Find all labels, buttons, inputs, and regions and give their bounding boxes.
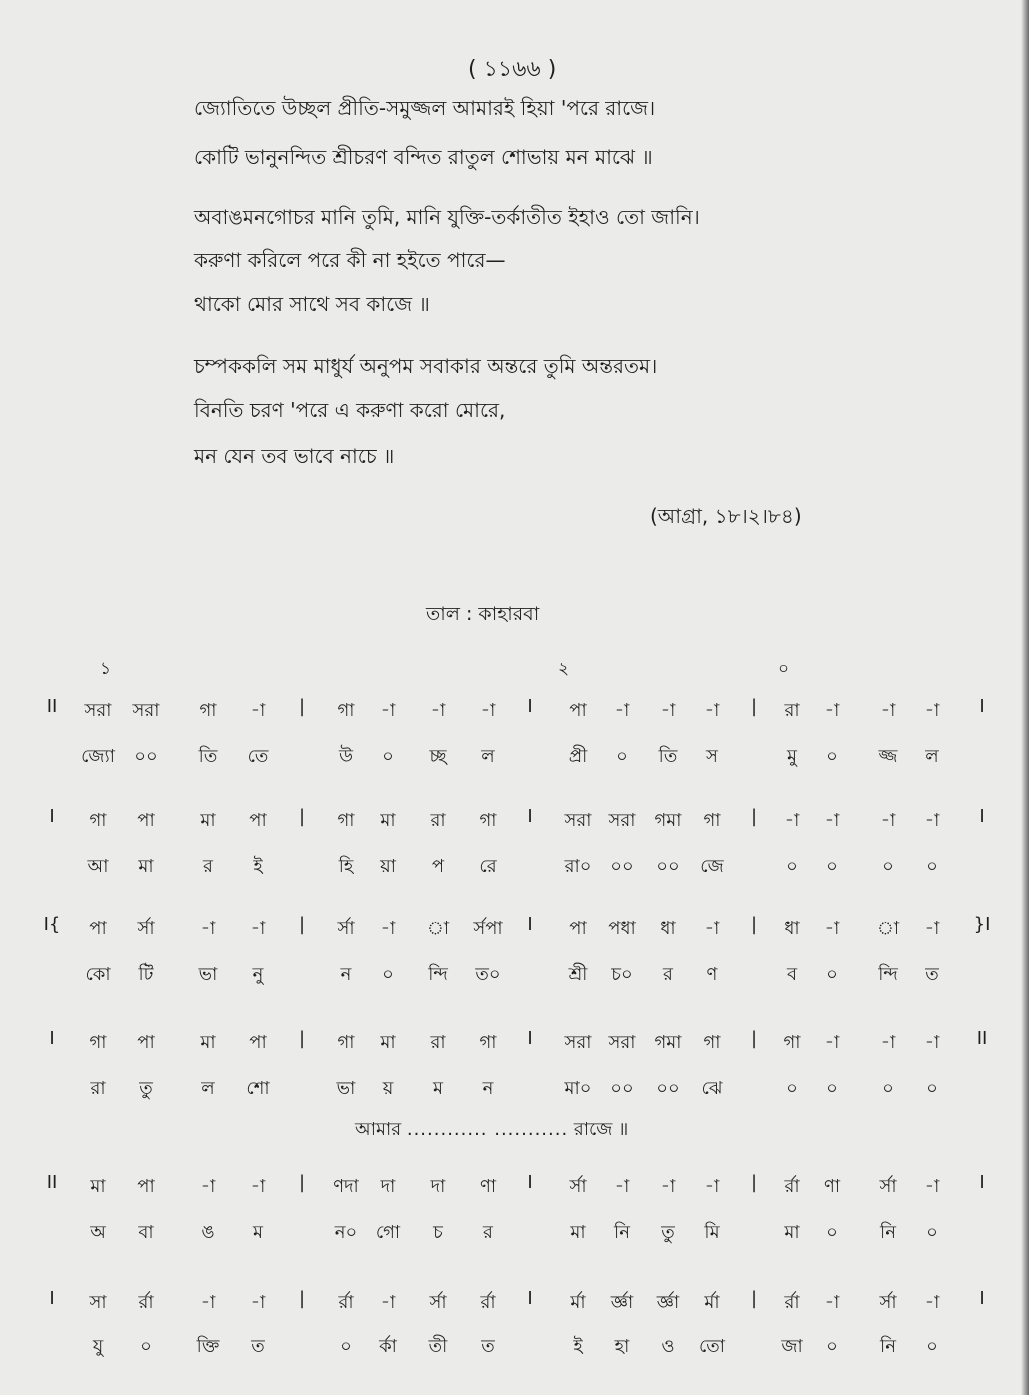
lyric-syllable: ০: [382, 746, 394, 767]
swara-note: পা: [569, 918, 587, 939]
lyric-syllable: ০: [340, 1336, 352, 1357]
swara-note: -া: [250, 1292, 266, 1313]
swara-note: ধা: [784, 918, 800, 939]
swara-note: মা: [380, 1032, 396, 1053]
lyric-line: চম্পককলি সম মাধুর্য অনুপম সবাকার অন্তরে তুমি অন্তরতম।: [194, 354, 658, 378]
lyric-syllable: ০০: [610, 856, 634, 877]
lyric-syllable: চ: [433, 1222, 443, 1243]
lyric-syllable: ০: [882, 856, 894, 877]
swara-note: -া: [704, 918, 720, 939]
swara-note: রা: [784, 700, 800, 721]
lyric-syllable: ন: [340, 964, 352, 985]
swara-note: -া: [924, 918, 940, 939]
lyric-syllable: ল: [481, 746, 495, 767]
lyric-syllable: মা০: [564, 1078, 592, 1099]
bar-line: I: [979, 1172, 985, 1193]
refrain-dots: ............ ...........: [406, 1119, 569, 1140]
lyric-syllable: ০: [826, 1222, 838, 1243]
bar-line: I: [979, 806, 985, 827]
lyric-syllable: ম: [253, 1222, 263, 1243]
lyric-syllable-row-3: [40, 954, 1000, 994]
swara-note: রা: [430, 1032, 446, 1053]
lyric-syllable: রা০: [564, 856, 592, 877]
lyric-syllable: ০: [786, 1078, 798, 1099]
swara-note: গা: [703, 1032, 721, 1053]
swara-note: সরা: [608, 810, 636, 831]
lyric-syllable: ল: [201, 1078, 215, 1099]
bar-line: I: [49, 806, 55, 827]
lyric-syllable: র: [483, 1222, 493, 1243]
lyric-syllable: ত: [481, 1336, 495, 1357]
lyric-syllable: ০: [926, 856, 938, 877]
swara-note: র্সা: [569, 1176, 587, 1197]
swara-note: গা: [89, 1032, 107, 1053]
bar-line: |: [750, 806, 758, 827]
bar-line: II: [46, 1172, 58, 1193]
swara-note: -া: [824, 810, 840, 831]
lyric-line: থাকো মোর সাথে সব কাজে ॥: [194, 292, 430, 316]
lyric-line: কোটি ভানুনন্দিত শ্রীচরণ বন্দিত রাতুল শোভায় মন মাঝে ॥: [194, 145, 653, 169]
lyric-syllable: চ্ছ: [429, 746, 447, 767]
lyric-syllable: নি: [880, 1222, 896, 1243]
swara-note: র্রা: [784, 1292, 800, 1313]
lyric-syllable: মা: [784, 1222, 800, 1243]
swara-note: র্রা: [784, 1176, 800, 1197]
bar-line: I: [527, 1288, 533, 1309]
lyric-line: করুণা করিলে পরে কী না হইতে পারে—: [194, 248, 506, 272]
bar-line: I: [527, 696, 533, 717]
bar-line: |: [750, 1172, 758, 1193]
swara-note: -া: [430, 700, 446, 721]
swara-note: -া: [924, 1292, 940, 1313]
lyric-syllable: শো: [246, 1078, 270, 1099]
lyric-syllable: ক্তি: [196, 1336, 220, 1357]
swara-note: া: [876, 918, 900, 939]
lyric-syllable: য়: [382, 1078, 394, 1099]
lyric-syllable: ভা: [336, 1078, 356, 1099]
swara-note: র্সপা: [473, 918, 503, 939]
lyric-syllable: স: [706, 746, 718, 767]
swaralipi-row-1: [40, 690, 1000, 730]
bar-line: |: [298, 696, 306, 717]
bar-line: I: [527, 914, 533, 935]
swara-note: পা: [137, 1176, 155, 1197]
swara-note: গমা: [654, 1032, 682, 1053]
lyric-syllable: ম: [433, 1078, 443, 1099]
swara-note: র্সা: [137, 918, 155, 939]
bar-line: I: [527, 1172, 533, 1193]
lyric-syllable: নু: [252, 964, 264, 985]
lyric-syllable-row-2: [40, 846, 1000, 886]
swara-note: -া: [380, 1292, 396, 1313]
lyric-syllable: রে: [479, 856, 497, 877]
lyric-syllable: ন: [482, 1078, 494, 1099]
swara-note: গা: [703, 810, 721, 831]
swaralipi-row-2: [40, 800, 1000, 840]
lyric-syllable: ০: [826, 856, 838, 877]
lyric-syllable: প: [431, 856, 445, 877]
swara-note: া: [426, 918, 450, 939]
swara-note: -া: [880, 1032, 896, 1053]
swara-note: -া: [924, 1032, 940, 1053]
beat-mark: ২: [558, 659, 570, 679]
swara-note: -া: [824, 1032, 840, 1053]
swara-note: র্জ্ঞা: [610, 1292, 634, 1313]
lyric-syllable: ও: [661, 1336, 675, 1357]
lyric-syllable: তি: [198, 746, 218, 767]
lyric-syllable: ০: [926, 1222, 938, 1243]
lyric-syllable: ০: [926, 1078, 938, 1099]
swara-note: -া: [824, 1292, 840, 1313]
lyric-syllable: ০০: [134, 746, 158, 767]
swara-note: গা: [337, 810, 355, 831]
swara-note: র্জ্ঞা: [656, 1292, 680, 1313]
lyric-syllable: কো: [85, 964, 111, 985]
lyric-syllable: ঝে: [701, 1078, 723, 1099]
lyric-syllable: ০০: [610, 1078, 634, 1099]
swara-note: সরা: [564, 1032, 592, 1053]
lyric-syllable: জে: [700, 856, 724, 877]
swara-note: গা: [337, 700, 355, 721]
lyric-syllable: ০: [382, 964, 394, 985]
lyric-syllable: ০: [826, 746, 838, 767]
lyric-syllable: ভা: [198, 964, 218, 985]
bar-line: II: [46, 696, 58, 717]
swara-note: ণদা: [333, 1176, 359, 1197]
lyric-syllable: উ: [338, 746, 354, 767]
swara-note: -া: [660, 700, 676, 721]
swara-note: -া: [880, 810, 896, 831]
lyric-syllable: ন০: [334, 1222, 358, 1243]
swara-note: মা: [200, 810, 216, 831]
swaralipi-row-3: [40, 908, 1000, 948]
lyric-syllable: নি: [614, 1222, 630, 1243]
swara-note: র্সা: [879, 1292, 897, 1313]
swara-note: র্রা: [338, 1292, 354, 1313]
swaralipi-row-5: [40, 1166, 1000, 1206]
lyric-line: অবাঙমনগোচর মানি তুমি, মানি যুক্তি-তর্কাতীত ইহাও তো জানি।: [194, 205, 700, 229]
lyric-syllable: তী: [428, 1336, 448, 1357]
swara-note: -া: [824, 918, 840, 939]
bar-line: |: [298, 1172, 306, 1193]
swara-note: ণা: [479, 1176, 497, 1197]
swara-note: -া: [200, 1176, 216, 1197]
swara-note: র্মা: [704, 1292, 720, 1313]
swaralipi-row-6: [40, 1282, 1000, 1322]
swara-note: পধা: [608, 918, 636, 939]
swara-note: পা: [89, 918, 107, 939]
swara-note: র্মা: [570, 1292, 586, 1313]
lyric-syllable: প্রী: [568, 746, 588, 767]
lyric-syllable: র: [203, 856, 213, 877]
lyric-syllable: জ্জ: [878, 746, 898, 767]
bar-line: |: [750, 1288, 758, 1309]
lyric-syllable: ত: [251, 1336, 265, 1357]
bar-line: II: [976, 1028, 988, 1049]
lyric-syllable: ০: [826, 964, 838, 985]
swara-note: গা: [479, 1032, 497, 1053]
lyric-syllable: ০০: [656, 1078, 680, 1099]
bar-line: |: [298, 806, 306, 827]
bar-line: |: [298, 914, 306, 935]
swara-note: -া: [250, 918, 266, 939]
bar-line: |: [750, 696, 758, 717]
lyric-syllable: মা: [570, 1222, 586, 1243]
lyric-syllable: ০: [926, 1336, 938, 1357]
lyric-syllable: গো: [375, 1222, 401, 1243]
swara-note: -া: [784, 810, 800, 831]
swara-note: -া: [924, 1176, 940, 1197]
swara-note: পা: [249, 810, 267, 831]
lyric-syllable: ন্দি: [878, 964, 898, 985]
swara-note: দা: [380, 1176, 396, 1197]
lyric-syllable: জা: [781, 1336, 803, 1357]
lyric-syllable: চ০: [611, 964, 633, 985]
swara-note: সরা: [84, 700, 112, 721]
lyric-syllable: তো: [698, 1336, 726, 1357]
swara-note: র্রা: [480, 1292, 496, 1313]
lyric-syllable: র: [663, 964, 673, 985]
swara-note: -া: [380, 918, 396, 939]
lyric-syllable: ণ: [706, 964, 718, 985]
lyric-syllable: ত০: [475, 964, 501, 985]
lyric-syllable: ০: [616, 746, 628, 767]
bar-line: I: [979, 1288, 985, 1309]
lyric-line: মন যেন তব ভাবে নাচে ॥: [194, 444, 395, 468]
swara-note: মা: [380, 810, 396, 831]
bar-line: I: [49, 1288, 55, 1309]
lyric-syllable: ত: [925, 964, 939, 985]
lyric-syllable-row-1: [40, 736, 1000, 776]
swara-note: -া: [924, 810, 940, 831]
lyric-syllable: নি: [880, 1336, 896, 1357]
swara-note: পা: [569, 700, 587, 721]
swaralipi-row-4: [40, 1022, 1000, 1062]
swara-note: সরা: [608, 1032, 636, 1053]
beat-mark: ০: [778, 659, 790, 679]
swara-note: -া: [824, 700, 840, 721]
lyric-syllable: আ: [87, 856, 109, 877]
swara-note: ধা: [660, 918, 676, 939]
bar-line: |: [298, 1028, 306, 1049]
lyric-line: বিনতি চরণ 'পরে এ করুণা করো মোরে,: [194, 398, 506, 422]
lyric-syllable: বা: [138, 1222, 154, 1243]
taal-label: তাল : কাহারবা: [426, 603, 540, 625]
swara-note: গা: [89, 810, 107, 831]
lyric-syllable-row-5: [40, 1212, 1000, 1252]
swara-note: পা: [137, 810, 155, 831]
swara-note: সরা: [132, 700, 160, 721]
bar-line: |: [750, 1028, 758, 1049]
refrain-marker: [355, 1115, 628, 1146]
swara-note: -া: [614, 1176, 630, 1197]
bar-line: I{: [43, 914, 61, 935]
swara-note: দা: [430, 1176, 446, 1197]
swara-note: মা: [200, 1032, 216, 1053]
lyric-syllable: টি: [138, 964, 154, 985]
lyric-syllable: শ্রী: [568, 964, 588, 985]
bar-line: |: [750, 914, 758, 935]
lyric-syllable: ০: [882, 1078, 894, 1099]
swara-note: পা: [249, 1032, 267, 1053]
bar-line: }I: [973, 914, 991, 935]
composition-place-date: (আগ্রা, ১৮।২।৮৪): [650, 504, 802, 528]
bar-line: I: [527, 1028, 533, 1049]
lyric-syllable: ০: [786, 856, 798, 877]
page-number: ( ১১৬৬ ): [468, 57, 557, 82]
lyric-syllable: যু: [92, 1336, 104, 1357]
lyric-syllable: অ: [90, 1222, 106, 1243]
swara-note: -া: [380, 700, 396, 721]
lyric-syllable-row-6: [40, 1326, 1000, 1366]
swara-note: -া: [704, 1176, 720, 1197]
lyric-syllable: য়া: [380, 856, 396, 877]
lyric-syllable: রা: [90, 1078, 106, 1099]
lyric-syllable: মু: [787, 746, 797, 767]
lyric-syllable: ই: [253, 856, 263, 877]
swara-note: গা: [479, 810, 497, 831]
swara-note: -া: [250, 1176, 266, 1197]
refrain-start: আমার: [355, 1119, 402, 1140]
swara-note: -া: [924, 700, 940, 721]
lyric-syllable: ০০: [656, 856, 680, 877]
lyric-syllable: ০: [826, 1078, 838, 1099]
swara-note: সা: [89, 1292, 107, 1313]
bar-line: I: [979, 696, 985, 717]
lyric-syllable: মি: [704, 1222, 720, 1243]
bar-line: I: [49, 1028, 55, 1049]
refrain-end: রাজে ॥: [573, 1119, 629, 1140]
lyric-syllable: ০: [140, 1336, 152, 1357]
lyric-syllable-row-4: [40, 1068, 1000, 1108]
swara-note: গমা: [654, 810, 682, 831]
lyric-syllable: ল: [925, 746, 939, 767]
swara-note: -া: [200, 1292, 216, 1313]
lyric-syllable: র্কা: [379, 1336, 397, 1357]
lyric-syllable: ন্দি: [428, 964, 448, 985]
lyric-line: জ্যোতিতে উচ্ছল প্রীতি-সমুজ্জল আমারই হিয়া 'পরে রাজে।: [194, 96, 656, 120]
lyric-syllable: মা: [138, 856, 154, 877]
lyric-syllable: তে: [247, 746, 269, 767]
swara-note: গা: [783, 1032, 801, 1053]
swara-note: -া: [880, 700, 896, 721]
beat-mark: ১: [100, 659, 112, 679]
swara-note: গা: [199, 700, 217, 721]
swara-note: র্সা: [429, 1292, 447, 1313]
swara-note: -া: [200, 918, 216, 939]
lyric-syllable: জ্যো: [81, 746, 115, 767]
lyric-syllable: হি: [338, 856, 354, 877]
bar-line: |: [298, 1288, 306, 1309]
lyric-syllable: তু: [139, 1078, 153, 1099]
lyric-syllable: তু: [661, 1222, 675, 1243]
swara-note: মা: [90, 1176, 106, 1197]
lyric-syllable: ই: [573, 1336, 583, 1357]
lyric-syllable: ০: [826, 1336, 838, 1357]
swara-note: রা: [430, 810, 446, 831]
lyric-syllable: ব: [786, 964, 798, 985]
lyric-syllable: তি: [658, 746, 678, 767]
swara-note: ণা: [823, 1176, 841, 1197]
swara-note: -া: [614, 700, 630, 721]
lyric-syllable: হা: [614, 1336, 630, 1357]
swara-note: র্সা: [337, 918, 355, 939]
bar-line: I: [527, 806, 533, 827]
swara-note: র্সা: [879, 1176, 897, 1197]
swara-note: গা: [337, 1032, 355, 1053]
swara-note: র্রা: [138, 1292, 154, 1313]
swara-note: পা: [137, 1032, 155, 1053]
page-edge-shadow: [1021, 0, 1029, 1395]
swara-note: -া: [704, 700, 720, 721]
swara-note: -া: [660, 1176, 676, 1197]
swara-note: -া: [250, 700, 266, 721]
swara-note: সরা: [564, 810, 592, 831]
lyric-syllable: ঙ: [201, 1222, 215, 1243]
swara-note: -া: [480, 700, 496, 721]
